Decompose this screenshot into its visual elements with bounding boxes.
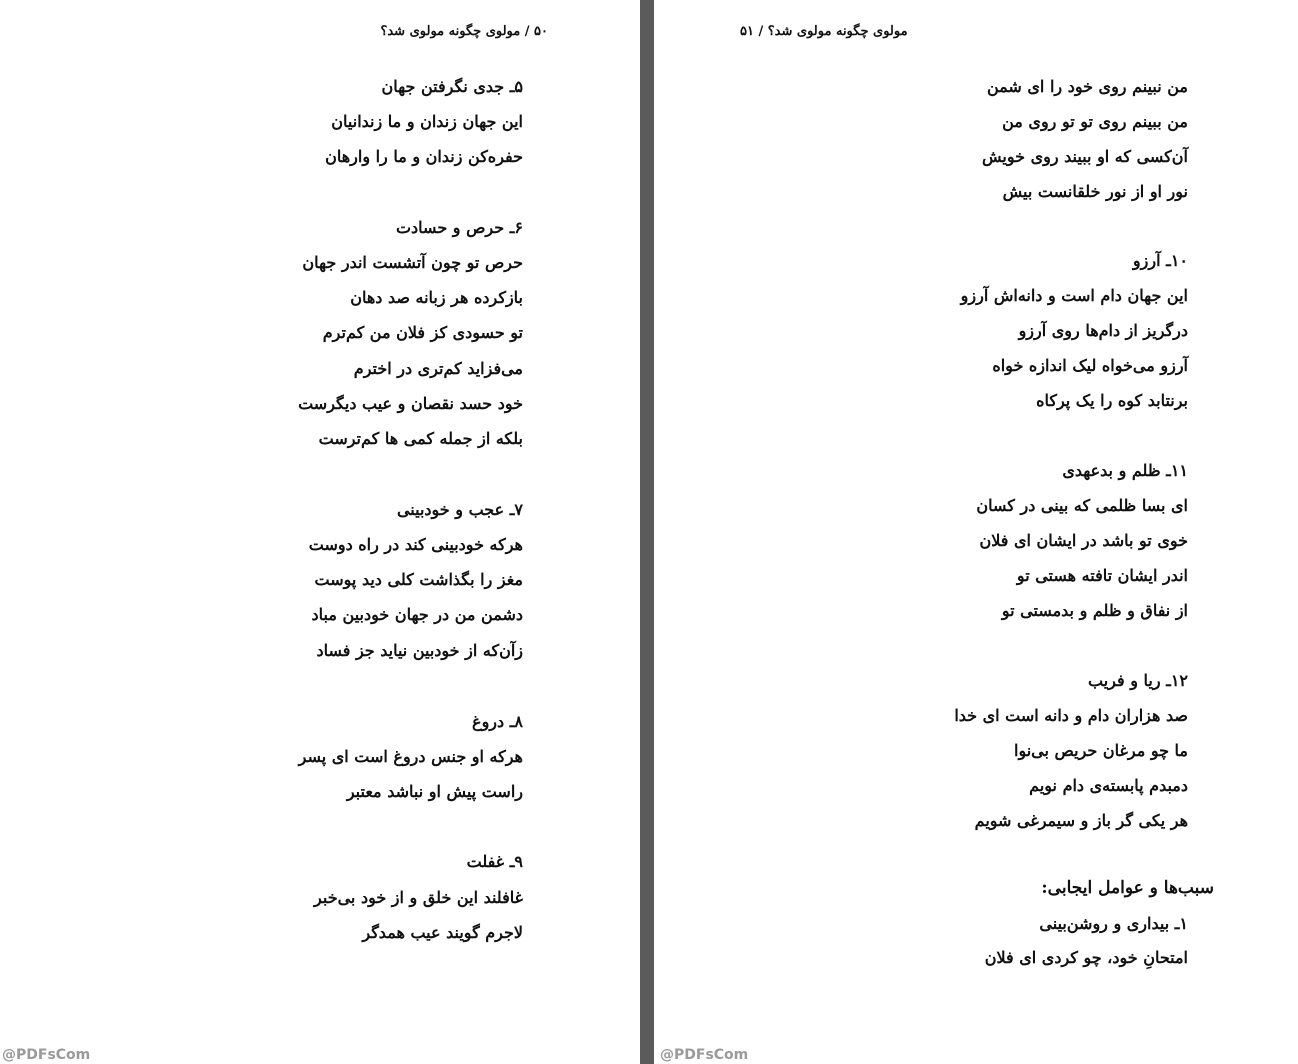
subsection-title: سبب‌ها و عوامل ایجابی: xyxy=(1041,878,1214,898)
verse-line: خوی تو باشد در ایشان ای فلان xyxy=(979,531,1188,550)
verse-line: حرص تو چون آتشست اندر جهان xyxy=(302,253,523,272)
verse-line: برنتابد کوه را یک پرکاه xyxy=(1036,391,1188,410)
verse-line: من نبینم روی خود را ای شمن xyxy=(987,77,1188,96)
section-heading: ۱۲ـ ریا و فریب xyxy=(1087,671,1188,690)
verse-line: غافلند این خلق و از خود بی‌خبر xyxy=(314,888,523,907)
verse-line: هر یکی گر باز و سیمرغی شویم xyxy=(974,811,1188,830)
page-divider xyxy=(640,0,654,1064)
verse-line: آرزو می‌خواه لیک اندازه خواه xyxy=(992,356,1188,375)
verse-line: ما چو مرغان حریص بی‌نوا xyxy=(1014,741,1188,760)
verse-line: خود حسد نقصان و عیب دیگرست xyxy=(298,394,523,413)
verse-line: هرکه او جنس دروغ است ای پسر xyxy=(298,747,523,766)
section-heading: ۱ـ بیداری و روشن‌بینی xyxy=(1039,914,1188,933)
verse-line: هرکه خودبینی کند در راه دوست xyxy=(308,535,523,554)
verse-line: می‌فزاید کم‌تری در اخترم xyxy=(353,359,523,378)
section-heading: ۶ـ حرص و حسادت xyxy=(395,218,523,237)
section-heading: ۷ـ عجب و خودبینی xyxy=(396,500,523,519)
left-page-header: ۵۰ / مولوی چگونه مولوی شد؟ xyxy=(380,24,548,39)
verse-line: من ببینم روی تو تو روی من xyxy=(1002,112,1188,131)
verse-line: امتحانِ خود، چو کردی ای فلان xyxy=(984,948,1188,967)
verse-line: زآن‌که از خودبین نیاید جز فساد xyxy=(316,641,523,660)
verse-line: مغز را بگذاشت کلی دید پوست xyxy=(314,570,523,589)
right-page xyxy=(654,0,1298,1064)
section-heading: ۵ـ جدی نگرفتن جهان xyxy=(381,77,523,96)
verse-line: دشمن من در جهان خودبین مباد xyxy=(311,605,523,624)
verse-line: بلکه از جمله کمی ها کم‌ترست xyxy=(318,429,523,448)
verse-line: نور او از نور خلقانست بیش xyxy=(1002,182,1188,201)
verse-line: دمبدم پابسته‌ی دام نویم xyxy=(1029,776,1188,795)
verse-line: لاجرم گویند عیب همدگر xyxy=(362,923,523,942)
section-heading: ۱۰ـ آرزو xyxy=(1132,251,1188,270)
watermark: @PDFsCom xyxy=(2,1047,91,1063)
section-heading: ۹ـ غفلت xyxy=(466,852,523,871)
verse-line: درگریز از دام‌ها روی آرزو xyxy=(1018,321,1188,340)
verse-line: بازکرده هر زبانه صد دهان xyxy=(350,288,523,307)
verse-line: حفره‌کن زندان و ما را وارهان xyxy=(325,147,523,166)
verse-line: راست پیش او نباشد معتبر xyxy=(346,782,523,801)
left-page xyxy=(0,0,640,1064)
verse-line: تو حسودی کز فلان من کم‌ترم xyxy=(322,323,523,342)
verse-line: ای بسا ظلمی که بینی در کسان xyxy=(976,496,1188,515)
verse-line: این جهان زندان و ما زندانیان xyxy=(331,112,523,131)
verse-line: آن‌کسی که او ببیند روی خویش xyxy=(982,147,1188,166)
verse-line: این جهان دام است و دانه‌اش آرزو xyxy=(960,286,1188,305)
section-heading: ۸ـ دروغ xyxy=(472,712,523,731)
verse-line: از نفاق و ظلم و بدمستی تو xyxy=(1001,601,1188,620)
verse-line: اندر ایشان تافته هستی تو xyxy=(1016,566,1188,585)
section-heading: ۱۱ـ ظلم و بدعهدی xyxy=(1062,461,1188,480)
right-page-header: مولوی چگونه مولوی شد؟ / ۵۱ xyxy=(740,24,908,39)
watermark: @PDFsCom xyxy=(660,1047,749,1063)
verse-line: صد هزاران دام و دانه است ای خدا xyxy=(954,706,1188,725)
